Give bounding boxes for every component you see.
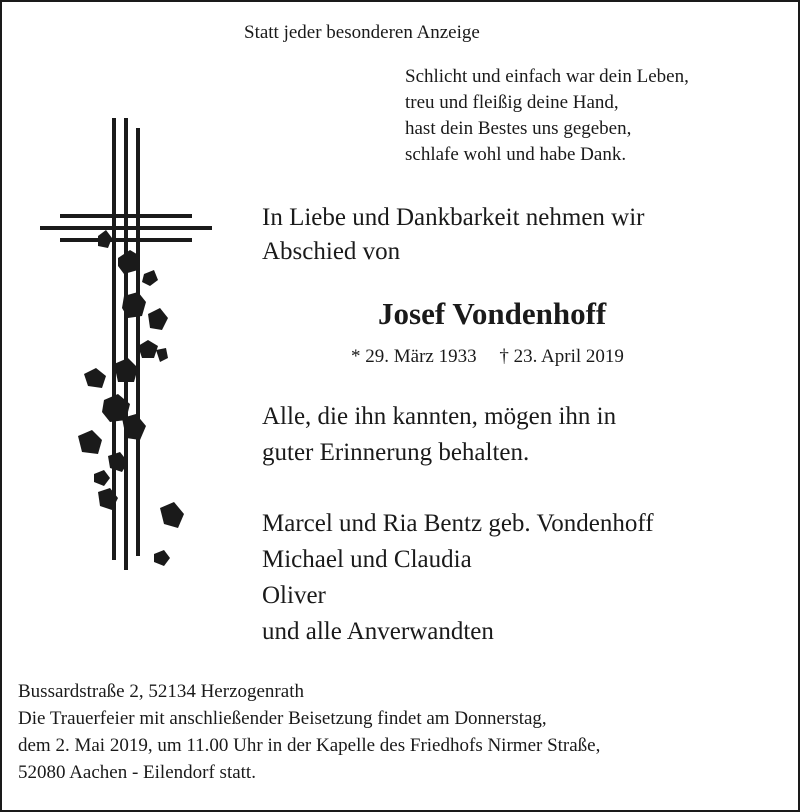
- mourner-line: Oliver: [262, 582, 326, 609]
- memory-line: guter Erinnerung behalten.: [262, 439, 530, 466]
- death-date: † 23. April 2019: [499, 346, 624, 367]
- mourner-line: Marcel und Ria Bentz geb. Vondenhoff: [262, 510, 654, 537]
- birth-date: * 29. März 1933: [351, 346, 477, 367]
- poem-line: hast dein Bestes uns gegeben,: [405, 118, 632, 139]
- poem-line: treu und fleißig deine Hand,: [405, 92, 619, 113]
- address: Bussardstraße 2, 52134 Herzogenrath: [18, 681, 304, 702]
- poem-line: Schlicht und einfach war dein Leben,: [405, 66, 689, 87]
- life-dates: [351, 346, 642, 368]
- mourners-list: [262, 506, 654, 650]
- intro-line: Abschied von: [262, 238, 401, 265]
- mourner-line: und alle Anverwandten: [262, 618, 494, 645]
- intro-line: In Liebe und Dankbarkeit nehmen wir: [262, 204, 645, 231]
- intro-text: [262, 201, 645, 269]
- deceased-name: Josef Vondenhoff: [378, 296, 607, 331]
- poem: [405, 64, 689, 168]
- memory-text: [262, 399, 616, 471]
- mourner-line: Michael und Claudia: [262, 546, 472, 573]
- header-line: Statt jeder besonderen Anzeige: [244, 22, 480, 43]
- footer-info: [18, 678, 600, 786]
- cross-with-ivy-icon: [38, 118, 218, 578]
- poem-line: schlafe wohl und habe Dank.: [405, 144, 627, 165]
- ceremony-line: dem 2. Mai 2019, um 11.00 Uhr in der Kapelle des Friedhofs Nirmer Straße,: [18, 735, 601, 756]
- ceremony-line: 52080 Aachen - Eilendorf statt.: [18, 762, 256, 783]
- ceremony-line: Die Trauerfeier mit anschließender Beisetzung findet am Donnerstag,: [18, 708, 547, 729]
- memory-line: Alle, die ihn kannten, mögen ihn in: [262, 403, 617, 430]
